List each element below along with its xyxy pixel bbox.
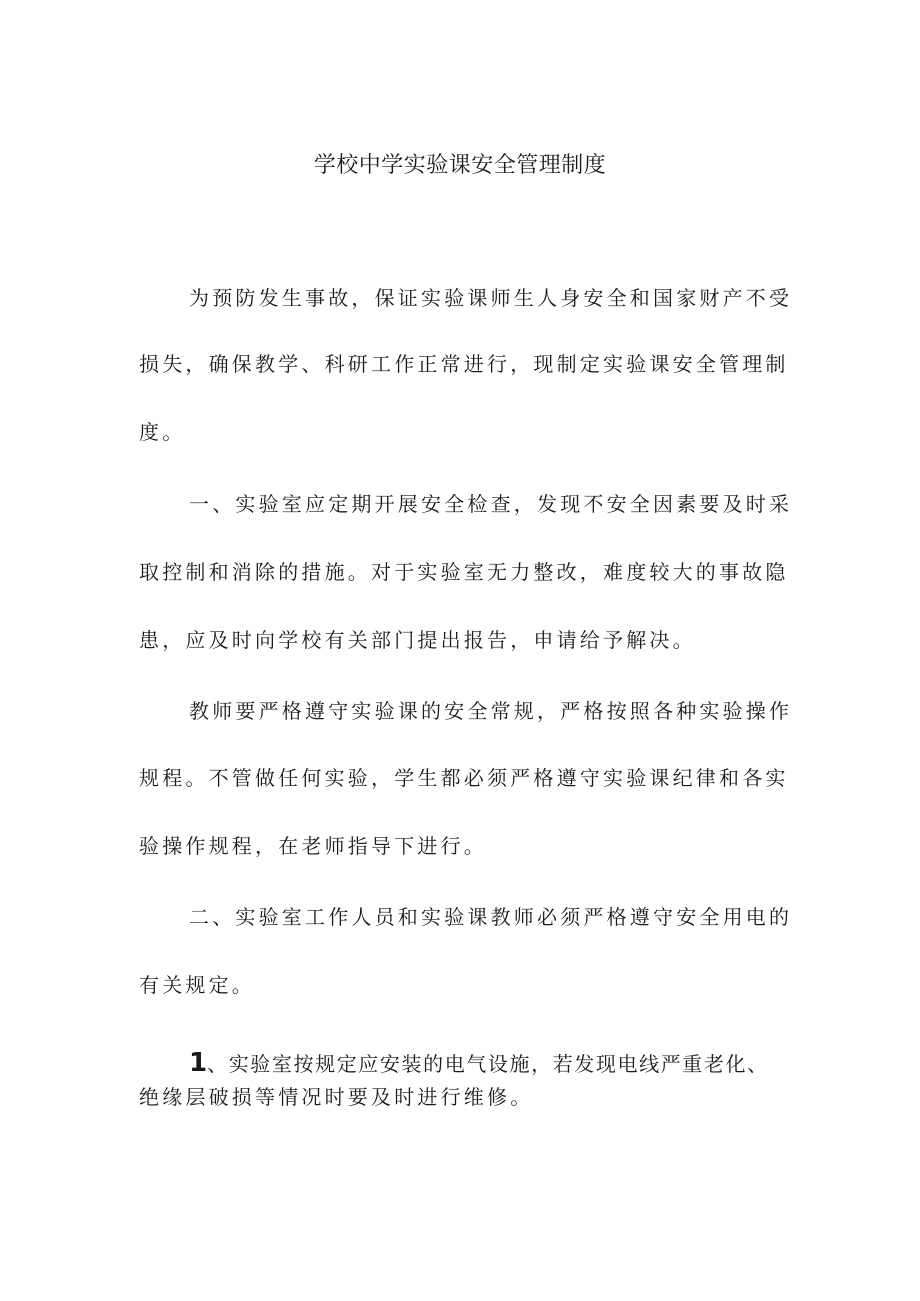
document-title: 学校中学实验课安全管理制度 (313, 153, 607, 178)
paragraph-2-line-1: 一、实验室应定期开展安全检查，发现不安全因素要及时采 (189, 492, 793, 516)
paragraph-4-line-1: 二、实验室工作人员和实验课教师必须严格遵守安全用电的 (189, 905, 793, 929)
paragraph-5-line-1 (189, 1048, 799, 1079)
paragraph-5-line-1-text: 、实验室按规定应安装的电气设施，若发现电线严重老化、 (207, 1052, 769, 1076)
paragraph-2-line-2: 取控制和消除的措施。对于实验室无力整改，难度较大的事故隐 (139, 560, 789, 584)
paragraph-3-line-1: 教师要严格遵守实验课的安全常规，严格按照各种实验操作 (189, 699, 793, 723)
paragraph-3-line-2: 规程。不管做任何实验，学生都必须严格遵守实验课纪律和各实 (139, 766, 789, 790)
paragraph-4-line-2: 有关规定。 (139, 973, 255, 997)
paragraph-1-line-2: 损失，确保教学、科研工作正常进行，现制定实验课安全管理制 (139, 352, 789, 376)
paragraph-3-line-3: 验操作规程，在老师指导下进行。 (139, 834, 487, 858)
item-number: 1 (189, 1048, 208, 1078)
paragraph-2-line-3: 患，应及时向学校有关部门提出报告，申请给予解决。 (139, 628, 696, 652)
paragraph-1-line-3: 度。 (139, 420, 186, 444)
paragraph-1-line-1: 为预防发生事故，保证实验课师生人身安全和国家财产不受 (189, 286, 793, 310)
paragraph-5-line-2: 绝缘层破损等情况时要及时进行维修。 (139, 1085, 534, 1109)
